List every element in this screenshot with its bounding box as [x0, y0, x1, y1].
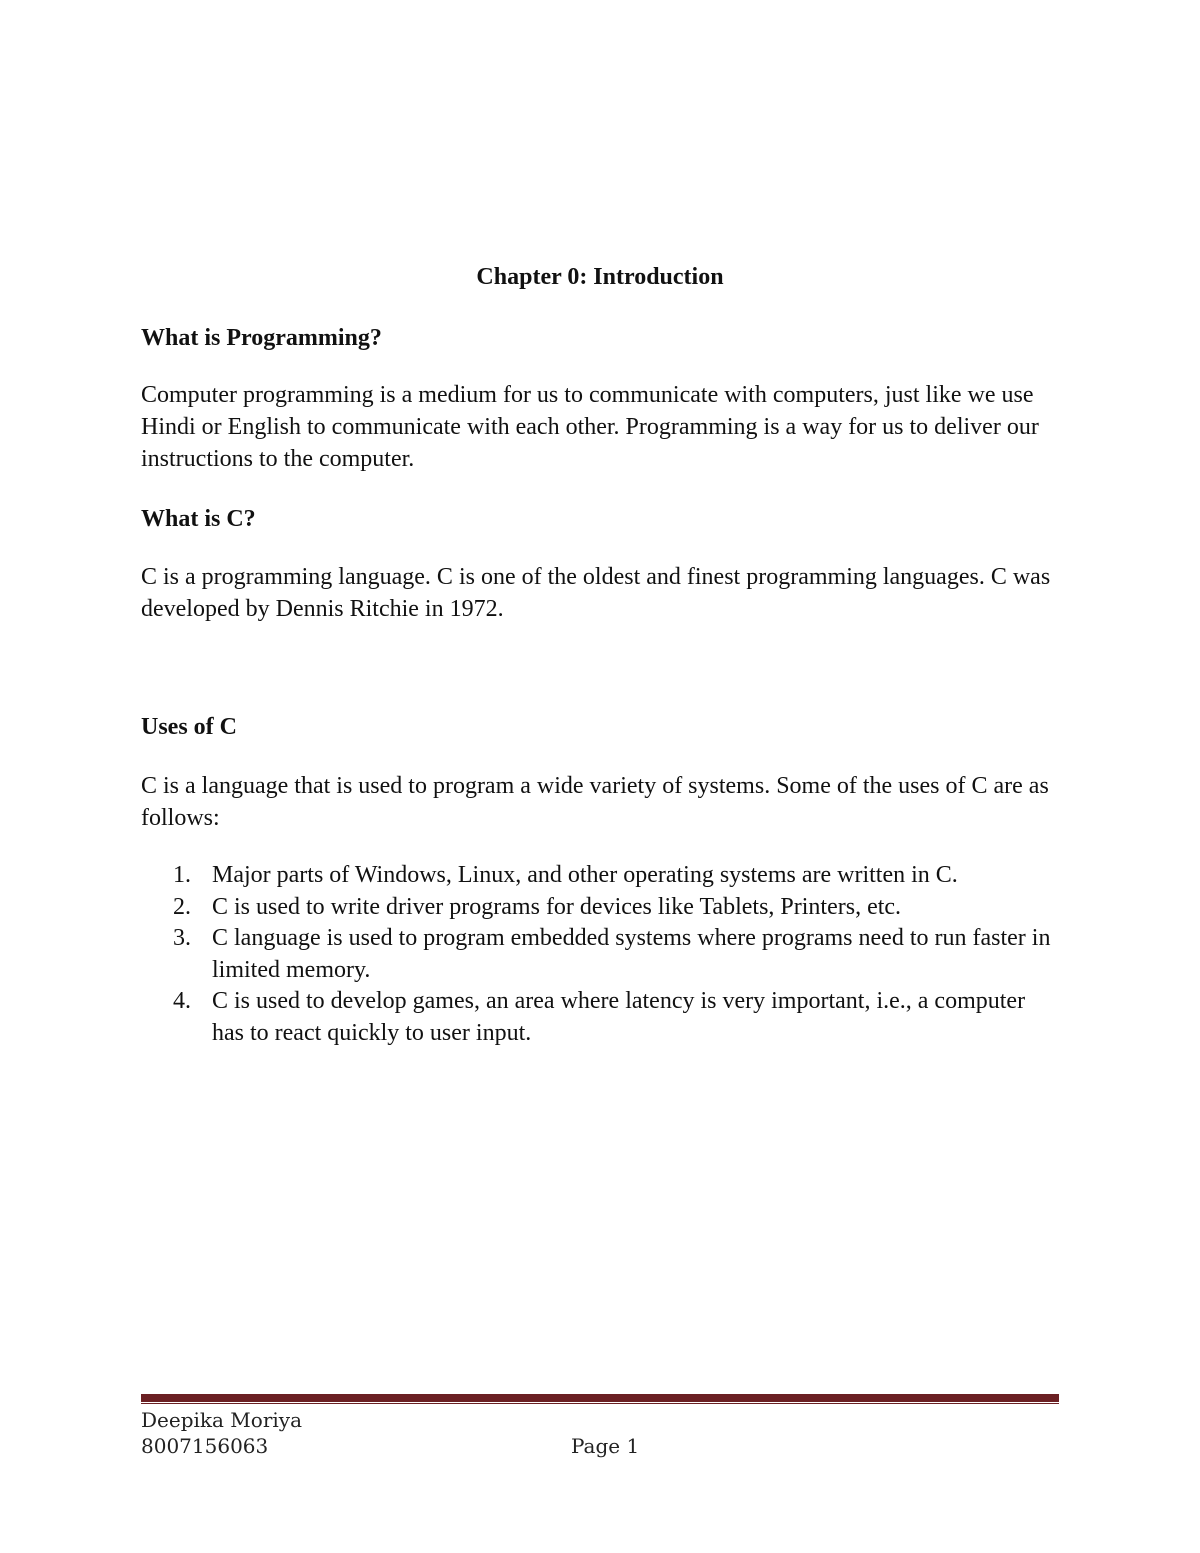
section-body-programming: Computer programming is a medium for us to communicate with computers, just like we use Hindi or English to communicate with each other. Programming is a way for us to deliver our instructions to the computer. [141, 382, 1039, 472]
list-item [141, 923, 1061, 986]
list-item-text: Major parts of Windows, Linux, and other operating systems are written in C. [212, 862, 958, 888]
list-item-number: 3. [173, 925, 191, 951]
footer-author: Deepika Moriya [141, 1408, 303, 1432]
footer-phone: 8007156063 [141, 1434, 269, 1458]
list-item-number: 4. [173, 988, 191, 1014]
footer-rule-thin [141, 1403, 1059, 1404]
section-heading-uses-of-c: Uses of C [141, 714, 237, 740]
section-body-what-is-c: C is a programming language. C is one of the oldest and finest programming languages. C was developed by Dennis Ritchie in 1972. [141, 564, 1051, 622]
section-heading-programming: What is Programming? [141, 325, 382, 351]
footer-page-number: Page 1 [571, 1434, 640, 1458]
footer-rule [141, 1394, 1059, 1402]
section-body-uses-of-c: C is a language that is used to program a wide variety of systems. Some of the uses of C are as follows: [141, 773, 1049, 831]
list-item [141, 986, 1061, 1049]
list-item-text: C is used to write driver programs for devices like Tablets, Printers, etc. [212, 893, 902, 920]
list-item [141, 892, 1061, 924]
list-item-number: 2. [173, 893, 191, 920]
chapter-title: Chapter 0: Introduction [476, 264, 724, 290]
section-heading-what-is-c: What is C? [141, 506, 256, 532]
uses-list [141, 860, 1061, 1049]
list-item [141, 860, 1061, 892]
list-item-text: C language is used to program embedded systems where programs need to run faster in limited memory. [212, 925, 1051, 983]
list-item-text: C is used to develop games, an area where latency is very important, i.e., a computer has to react quickly to user input. [212, 988, 1026, 1046]
list-item-number: 1. [173, 862, 191, 888]
